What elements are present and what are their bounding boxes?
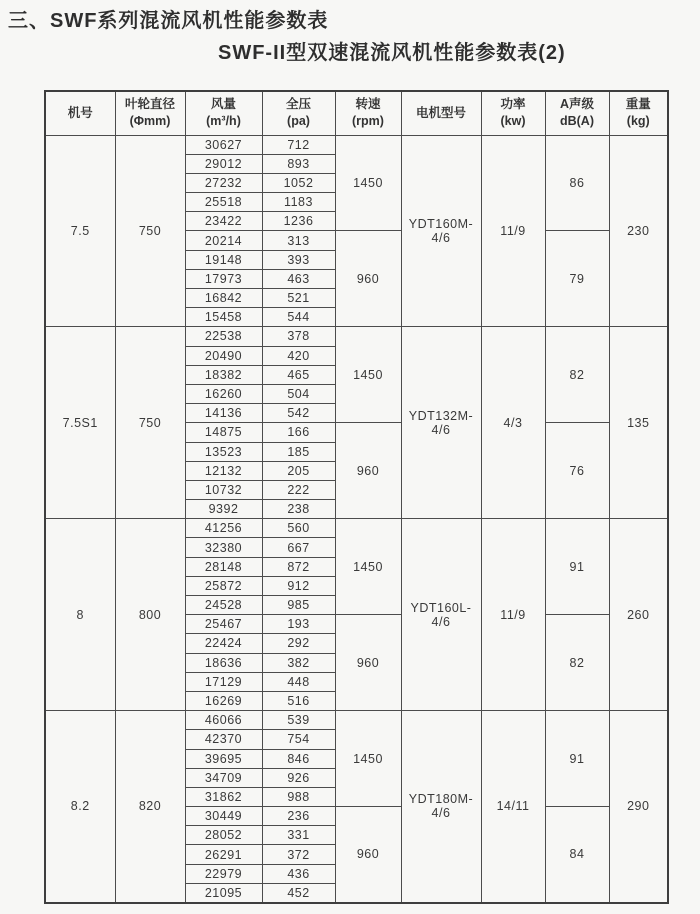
- cell-pressure: 712: [262, 135, 335, 154]
- cell-airflow: 14875: [185, 423, 262, 442]
- cell-airflow: 21095: [185, 883, 262, 902]
- header-motor: [401, 91, 481, 135]
- cell-pressure: 393: [262, 250, 335, 269]
- cell-airflow: 23422: [185, 212, 262, 231]
- cell-airflow: 27232: [185, 173, 262, 192]
- header-unit: (Φmm): [129, 114, 171, 129]
- header-label: 重量: [625, 97, 651, 112]
- cell-pressure: 521: [262, 289, 335, 308]
- cell-airflow: 12132: [185, 461, 262, 480]
- cell-speed: 960: [335, 615, 401, 711]
- cell-pressure: 193: [262, 615, 335, 634]
- header-label: 转速: [355, 97, 381, 112]
- cell-diameter: 820: [115, 711, 185, 903]
- cell-airflow: 30627: [185, 135, 262, 154]
- cell-power: 14/11: [481, 711, 545, 903]
- header-unit: (pa): [287, 114, 310, 129]
- cell-airflow: 20214: [185, 231, 262, 250]
- cell-airflow: 39695: [185, 749, 262, 768]
- cell-pressure: 205: [262, 461, 335, 480]
- header-airflow: [185, 91, 262, 135]
- cell-airflow: 42370: [185, 730, 262, 749]
- cell-pressure: 544: [262, 308, 335, 327]
- cell-airflow: 25872: [185, 576, 262, 595]
- header-diameter: [115, 91, 185, 135]
- cell-airflow: 16842: [185, 289, 262, 308]
- cell-noise: 82: [545, 615, 609, 711]
- cell-speed: 1450: [335, 327, 401, 423]
- cell-diameter: 750: [115, 327, 185, 519]
- header-label: 叶轮直径: [124, 97, 175, 112]
- cell-pressure: 313: [262, 231, 335, 250]
- cell-airflow: 28148: [185, 557, 262, 576]
- cell-pressure: 166: [262, 423, 335, 442]
- table-row: [45, 519, 668, 538]
- header-unit: (m³/h): [206, 114, 241, 129]
- cell-airflow: 18636: [185, 653, 262, 672]
- header-label: 风量: [210, 97, 236, 112]
- cell-airflow: 24528: [185, 596, 262, 615]
- cell-model: 8.2: [45, 711, 115, 903]
- cell-airflow: 10732: [185, 480, 262, 499]
- cell-airflow: 22979: [185, 864, 262, 883]
- page-title: 三、SWF系列混流风机性能参数表: [8, 10, 329, 32]
- cell-noise: 76: [545, 423, 609, 519]
- table-row: [45, 135, 668, 154]
- header-label: 电机型号: [415, 105, 466, 120]
- cell-pressure: 185: [262, 442, 335, 461]
- cell-airflow: 9392: [185, 500, 262, 519]
- cell-speed: 1450: [335, 519, 401, 615]
- cell-pressure: 1052: [262, 173, 335, 192]
- cell-airflow: 17129: [185, 672, 262, 691]
- cell-noise: 91: [545, 519, 609, 615]
- cell-airflow: 41256: [185, 519, 262, 538]
- cell-weight: 260: [609, 519, 668, 711]
- table-subtitle: SWF-II型双速混流风机性能参数表(2): [218, 42, 566, 64]
- cell-pressure: 292: [262, 634, 335, 653]
- cell-pressure: 893: [262, 154, 335, 173]
- cell-pressure: 667: [262, 538, 335, 557]
- cell-speed: 960: [335, 807, 401, 903]
- cell-noise: 91: [545, 711, 609, 807]
- table-body: [45, 135, 668, 903]
- header-pressure: [262, 91, 335, 135]
- header-model: [45, 91, 115, 135]
- cell-airflow: 13523: [185, 442, 262, 461]
- cell-airflow: 30449: [185, 807, 262, 826]
- fan-performance-table: [44, 90, 669, 904]
- cell-airflow: 20490: [185, 346, 262, 365]
- cell-speed: 1450: [335, 135, 401, 231]
- cell-airflow: 25467: [185, 615, 262, 634]
- header-speed: [335, 91, 401, 135]
- table-header-row: [45, 91, 668, 135]
- cell-pressure: 378: [262, 327, 335, 346]
- cell-airflow: 34709: [185, 768, 262, 787]
- cell-speed: 1450: [335, 711, 401, 807]
- cell-motor: YDT160M-4/6: [401, 135, 481, 327]
- cell-airflow: 19148: [185, 250, 262, 269]
- cell-airflow: 17973: [185, 269, 262, 288]
- cell-noise: 84: [545, 807, 609, 903]
- cell-pressure: 372: [262, 845, 335, 864]
- cell-airflow: 22538: [185, 327, 262, 346]
- cell-pressure: 1183: [262, 193, 335, 212]
- header-unit: (kw): [500, 114, 526, 129]
- cell-speed: 960: [335, 423, 401, 519]
- cell-weight: 230: [609, 135, 668, 327]
- cell-model: 7.5: [45, 135, 115, 327]
- cell-diameter: 800: [115, 519, 185, 711]
- header-label: 全压: [285, 97, 311, 112]
- header-unit: (kg): [626, 114, 650, 129]
- header-noise: [545, 91, 609, 135]
- cell-model: 8: [45, 519, 115, 711]
- header-label: 机号: [67, 105, 93, 120]
- header-unit: dB(A): [559, 114, 594, 129]
- cell-pressure: 988: [262, 787, 335, 806]
- cell-diameter: 750: [115, 135, 185, 327]
- cell-airflow: 15458: [185, 308, 262, 327]
- cell-airflow: 46066: [185, 711, 262, 730]
- header-power: [481, 91, 545, 135]
- cell-pressure: 504: [262, 384, 335, 403]
- cell-motor: YDT132M-4/6: [401, 327, 481, 519]
- header-row: [45, 91, 668, 135]
- cell-motor: YDT180M-4/6: [401, 711, 481, 903]
- cell-pressure: 926: [262, 768, 335, 787]
- header-weight: [609, 91, 668, 135]
- cell-pressure: 436: [262, 864, 335, 883]
- cell-pressure: 872: [262, 557, 335, 576]
- header-unit: (rpm): [352, 114, 384, 129]
- cell-weight: 135: [609, 327, 668, 519]
- cell-pressure: 846: [262, 749, 335, 768]
- cell-pressure: 420: [262, 346, 335, 365]
- cell-pressure: 222: [262, 480, 335, 499]
- cell-pressure: 912: [262, 576, 335, 595]
- cell-noise: 86: [545, 135, 609, 231]
- cell-model: 7.5S1: [45, 327, 115, 519]
- cell-airflow: 28052: [185, 826, 262, 845]
- cell-pressure: 448: [262, 672, 335, 691]
- cell-noise: 79: [545, 231, 609, 327]
- cell-pressure: 463: [262, 269, 335, 288]
- cell-power: 4/3: [481, 327, 545, 519]
- cell-airflow: 18382: [185, 365, 262, 384]
- cell-airflow: 14136: [185, 404, 262, 423]
- cell-airflow: 16269: [185, 691, 262, 710]
- cell-pressure: 1236: [262, 212, 335, 231]
- cell-pressure: 382: [262, 653, 335, 672]
- cell-pressure: 560: [262, 519, 335, 538]
- cell-airflow: 25518: [185, 193, 262, 212]
- table-row: [45, 327, 668, 346]
- cell-pressure: 754: [262, 730, 335, 749]
- cell-weight: 290: [609, 711, 668, 903]
- cell-pressure: 238: [262, 500, 335, 519]
- header-label: A声级: [559, 97, 595, 112]
- cell-airflow: 29012: [185, 154, 262, 173]
- cell-pressure: 516: [262, 691, 335, 710]
- table-row: [45, 711, 668, 730]
- cell-pressure: 539: [262, 711, 335, 730]
- cell-pressure: 542: [262, 404, 335, 423]
- cell-pressure: 452: [262, 883, 335, 902]
- cell-airflow: 32380: [185, 538, 262, 557]
- cell-power: 11/9: [481, 519, 545, 711]
- header-label: 功率: [500, 97, 526, 112]
- cell-noise: 82: [545, 327, 609, 423]
- cell-pressure: 465: [262, 365, 335, 384]
- cell-airflow: 26291: [185, 845, 262, 864]
- cell-pressure: 985: [262, 596, 335, 615]
- cell-pressure: 236: [262, 807, 335, 826]
- cell-pressure: 331: [262, 826, 335, 845]
- cell-airflow: 31862: [185, 787, 262, 806]
- cell-airflow: 22424: [185, 634, 262, 653]
- cell-power: 11/9: [481, 135, 545, 327]
- cell-motor: YDT160L-4/6: [401, 519, 481, 711]
- cell-airflow: 16260: [185, 384, 262, 403]
- cell-speed: 960: [335, 231, 401, 327]
